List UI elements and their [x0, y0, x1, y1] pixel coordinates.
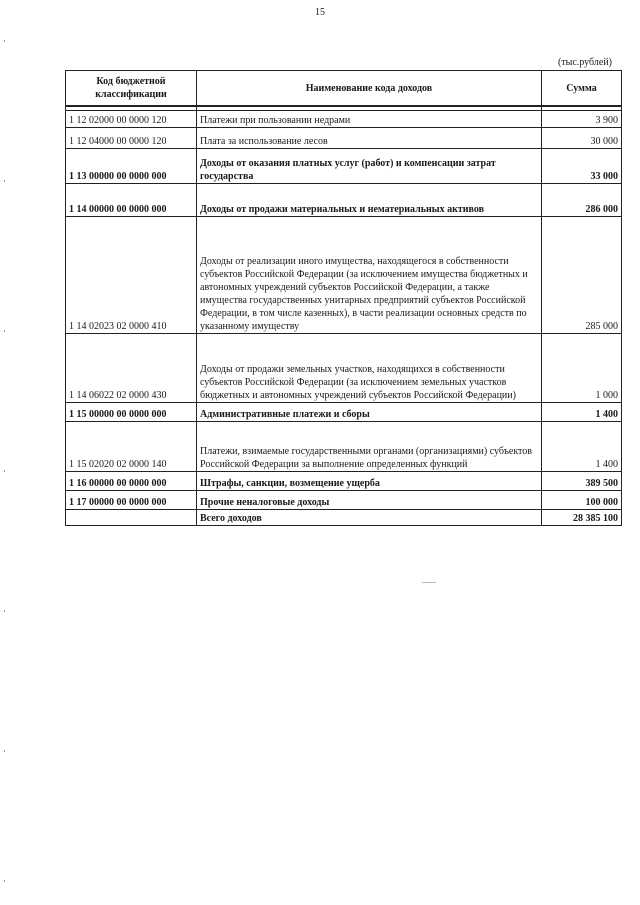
row-code: 1 14 06022 02 0000 430	[66, 334, 197, 403]
row-code: 1 15 02020 02 0000 140	[66, 422, 197, 472]
table-row	[66, 217, 622, 334]
total-sum: 28 385 100	[542, 510, 622, 526]
table-row	[66, 184, 622, 217]
row-code: 1 12 04000 00 0000 120	[66, 128, 197, 149]
header-name: Наименование кода доходов	[197, 71, 542, 107]
row-name: Доходы от продажи материальных и нематериальных активов	[197, 184, 542, 217]
table-row	[66, 111, 622, 128]
table-row	[66, 334, 622, 403]
row-code: 1 15 00000 00 0000 000	[66, 403, 197, 422]
row-code: 1 17 00000 00 0000 000	[66, 491, 197, 510]
row-sum: 100 000	[542, 491, 622, 510]
row-name: Прочие неналоговые доходы	[197, 491, 542, 510]
row-code: 1 14 00000 00 0000 000	[66, 184, 197, 217]
total-code	[66, 510, 197, 526]
row-name: Доходы от реализации иного имущества, находящегося в собственности субъектов Российской Федерации (за исключением имущества бюджетных и автономных учреждений субъектов Российской Федерации, а также имущества государственных унитарных предприятий субъектов Российской Федерации, в том числе казенных), в части реализации основных средств по указанному имуществу	[197, 217, 542, 334]
row-name: Платежи, взимаемые государственными органами (организациями) субъектов Российской Федерации за выполнение определенных функций	[197, 422, 542, 472]
table-row	[66, 422, 622, 472]
scan-mark	[422, 582, 436, 583]
table-row	[66, 472, 622, 491]
row-name: Плата за использование лесов	[197, 128, 542, 149]
row-name: Административные платежи и сборы	[197, 403, 542, 422]
row-sum: 30 000	[542, 128, 622, 149]
row-name: Штрафы, санкции, возмещение ущерба	[197, 472, 542, 491]
row-code: 1 14 02023 02 0000 410	[66, 217, 197, 334]
scan-mark	[4, 180, 5, 182]
row-sum: 389 500	[542, 472, 622, 491]
scan-mark	[4, 750, 5, 752]
header-code: Код бюджетной классификации	[66, 71, 197, 107]
table-row	[66, 491, 622, 510]
row-sum: 285 000	[542, 217, 622, 334]
scan-mark	[4, 40, 5, 42]
row-sum: 1 000	[542, 334, 622, 403]
header-sum: Сумма	[542, 71, 622, 107]
table-row	[66, 149, 622, 184]
page-number: 15	[315, 7, 325, 18]
table-row	[66, 128, 622, 149]
row-sum: 286 000	[542, 184, 622, 217]
row-sum: 33 000	[542, 149, 622, 184]
scan-mark	[4, 330, 5, 332]
units-label: (тыс.рублей)	[557, 57, 612, 68]
row-name: Доходы от продажи земельных участков, находящихся в собственности субъектов Российской Федерации (за исключением земельных участков бюджетных и автономных учреждений субъектов Российской Федерации)	[197, 334, 542, 403]
total-row	[66, 510, 622, 526]
table-header-row	[66, 71, 622, 107]
revenue-table	[65, 70, 622, 526]
row-sum: 1 400	[542, 403, 622, 422]
scan-mark	[4, 610, 5, 612]
row-sum: 3 900	[542, 111, 622, 128]
row-code: 1 13 00000 00 0000 000	[66, 149, 197, 184]
total-label: Всего доходов	[197, 510, 542, 526]
scan-mark	[4, 470, 5, 472]
row-code: 1 12 02000 00 0000 120	[66, 111, 197, 128]
table-row	[66, 403, 622, 422]
row-code: 1 16 00000 00 0000 000	[66, 472, 197, 491]
row-name: Платежи при пользовании недрами	[197, 111, 542, 128]
scan-mark	[4, 880, 5, 882]
row-name: Доходы от оказания платных услуг (работ) и компенсации затрат государства	[197, 149, 542, 184]
row-sum: 1 400	[542, 422, 622, 472]
